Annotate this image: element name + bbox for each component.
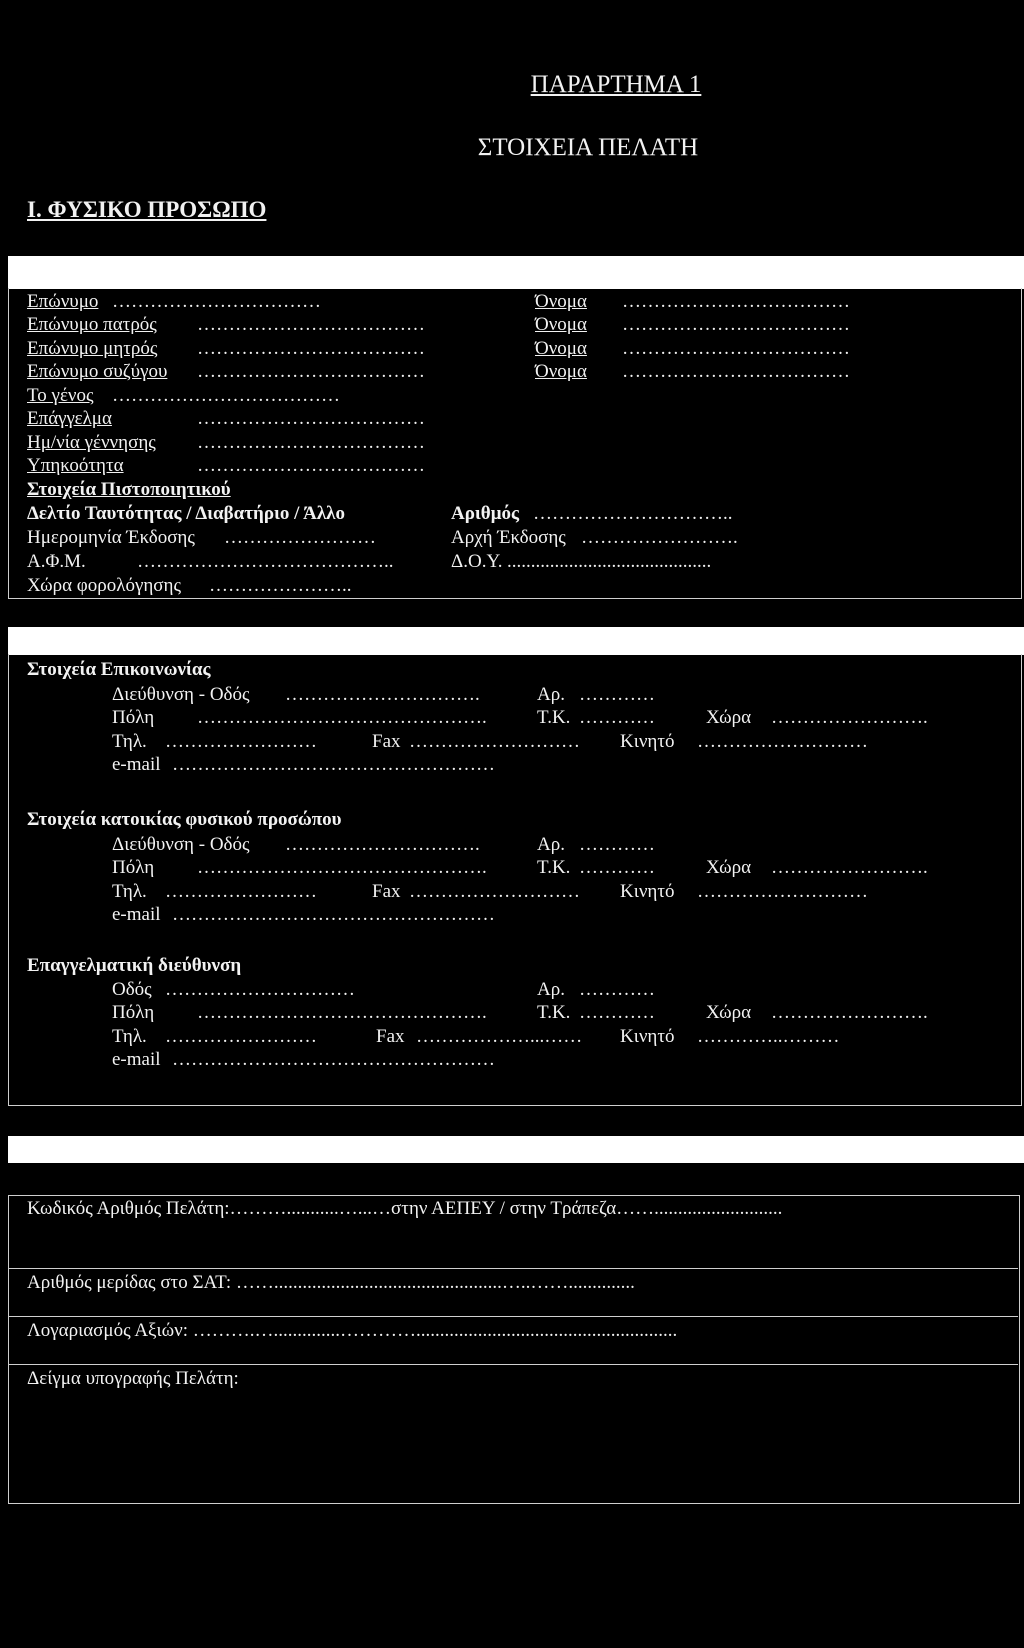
residence-country-field[interactable]: …………………….: [771, 857, 928, 878]
name-label-1: Όνομα: [535, 291, 587, 312]
spouse-surname-label: Επώνυμο συζύγου: [27, 361, 168, 382]
contact-address-label: Διεύθυνση - Οδός: [112, 684, 250, 705]
business-fax-field[interactable]: ………………...……: [416, 1026, 583, 1047]
page-subtitle: ΣΤΟΙΧΕΙΑ ΠΕΛΑΤΗ: [477, 134, 699, 161]
issuer-field[interactable]: …………………….: [581, 527, 738, 548]
residence-city-label: Πόλη: [112, 857, 155, 878]
section-bar-personal: [8, 256, 1024, 289]
name-label-4: Όνομα: [535, 361, 587, 382]
business-street-field[interactable]: …………………………: [165, 979, 355, 1000]
name-label-2: Όνομα: [535, 314, 587, 335]
business-postcode-label: Τ.Κ.: [537, 1002, 571, 1023]
residence-fax-field[interactable]: ………………………: [409, 881, 580, 902]
account-divider-2: [8, 1316, 1018, 1317]
contact-email-label: e-mail: [112, 754, 161, 775]
residence-fax-label: Fax: [372, 881, 401, 902]
business-number-field[interactable]: …………: [579, 979, 655, 1000]
occupation-label: Επάγγελμα: [27, 408, 112, 429]
client-code-field[interactable]: Κωδικός Αριθμός Πελάτη:………...........…...…στην ΑΕΠΕΥ / στην Τράπεζα……...........................: [27, 1198, 783, 1219]
section-heading: Ι. ΦΥΣΙΚΟ ΠΡΟΣΩΠΟ: [27, 197, 267, 222]
business-street-label: Οδός: [112, 979, 152, 1000]
residence-phone-label: Τηλ.: [112, 881, 147, 902]
business-country-label: Χώρα: [706, 1002, 752, 1023]
father-surname-label: Επώνυμο πατρός: [27, 314, 157, 335]
contact-postcode-label: Τ.Κ.: [537, 707, 571, 728]
contact-postcode-field[interactable]: …………: [579, 707, 655, 728]
business-fax-label: Fax: [376, 1026, 405, 1047]
residence-address-field[interactable]: ………………………….: [285, 834, 480, 855]
securities-account-field[interactable]: Λογαριασμός Αξιών: ……….…..............………….......................................................: [27, 1320, 678, 1341]
signature-area[interactable]: [10, 1392, 1016, 1500]
occupation-field[interactable]: ………………………………: [197, 408, 425, 429]
business-mobile-label: Κινητό: [620, 1026, 675, 1047]
contact-mobile-field[interactable]: ………………………: [697, 731, 868, 752]
residence-country-label: Χώρα: [706, 857, 752, 878]
afm-field[interactable]: …………………………………..: [137, 551, 394, 572]
contact-fax-field[interactable]: ………………………: [409, 731, 580, 752]
business-postcode-field[interactable]: …………: [579, 1002, 655, 1023]
business-city-field[interactable]: ……………………………………….: [197, 1002, 487, 1023]
afm-label: Α.Φ.Μ.: [27, 551, 86, 572]
nationality-label: Υπηκοότητα: [27, 455, 124, 476]
residence-address-label: Διεύθυνση - Οδός: [112, 834, 250, 855]
business-email-field[interactable]: ……………………………………………: [172, 1049, 495, 1070]
account-divider-1: [8, 1268, 1018, 1269]
signature-label: Δείγμα υπογραφής Πελάτη:: [27, 1368, 239, 1389]
mother-surname-label: Επώνυμο μητρός: [27, 338, 158, 359]
residence-phone-field[interactable]: ……………………: [165, 881, 317, 902]
residence-heading: Στοιχεία κατοικίας φυσικού προσώπου: [27, 809, 342, 830]
residence-postcode-label: Τ.Κ.: [537, 857, 571, 878]
contact-phone-label: Τηλ.: [112, 731, 147, 752]
name-field-4[interactable]: ………………………………: [622, 361, 850, 382]
residence-postcode-field[interactable]: …………: [579, 857, 655, 878]
spouse-surname-field[interactable]: ………………………………: [197, 361, 425, 382]
contact-address-field[interactable]: ………………………….: [285, 684, 480, 705]
business-heading: Επαγγελματική διεύθυνση: [27, 955, 242, 976]
id-types-label: Δελτίο Ταυτότητας / Διαβατήριο / Άλλο: [27, 503, 345, 524]
contact-country-field[interactable]: …………………….: [771, 707, 928, 728]
birth-date-field[interactable]: ………………………………: [197, 432, 425, 453]
residence-mobile-field[interactable]: ………………………: [697, 881, 868, 902]
residence-email-label: e-mail: [112, 904, 161, 925]
contact-number-field[interactable]: …………: [579, 684, 655, 705]
name-label-3: Όνομα: [535, 338, 587, 359]
name-field-3[interactable]: ………………………………: [622, 338, 850, 359]
issuer-label: Αρχή Έκδοσης: [451, 527, 566, 548]
residence-mobile-label: Κινητό: [620, 881, 675, 902]
business-country-field[interactable]: …………………….: [771, 1002, 928, 1023]
issue-date-label: Ημερομηνία Έκδοσης: [27, 527, 195, 548]
doy-field[interactable]: ...........................................: [507, 551, 712, 572]
contact-mobile-label: Κινητό: [620, 731, 675, 752]
name-field-1[interactable]: ………………………………: [622, 291, 850, 312]
maiden-field[interactable]: ………………………………: [112, 385, 340, 406]
surname-label: Επώνυμο: [27, 291, 99, 312]
certificate-heading: Στοιχεία Πιστοποιητικού: [27, 479, 231, 500]
business-number-label: Αρ.: [537, 979, 565, 1000]
business-mobile-field[interactable]: …………..………: [697, 1026, 840, 1047]
section-bar-contact: [8, 627, 1024, 655]
contact-heading: Στοιχεία Επικοινωνίας: [27, 659, 211, 680]
issue-date-field[interactable]: ……………………: [224, 527, 376, 548]
contact-phone-field[interactable]: ……………………: [165, 731, 317, 752]
contact-country-label: Χώρα: [706, 707, 752, 728]
contact-email-field[interactable]: ……………………………………………: [172, 754, 495, 775]
birth-date-label: Ημ/νία γέννησης: [27, 432, 156, 453]
name-field-2[interactable]: ………………………………: [622, 314, 850, 335]
residence-number-field[interactable]: …………: [579, 834, 655, 855]
surname-field[interactable]: ……………………………: [112, 291, 321, 312]
father-surname-field[interactable]: ………………………………: [197, 314, 425, 335]
contact-city-field[interactable]: ……………………………………….: [197, 707, 487, 728]
residence-email-field[interactable]: ……………………………………………: [172, 904, 495, 925]
sat-share-field[interactable]: Αριθμός μερίδας στο ΣΑΤ: ……................................................…..……..............: [27, 1272, 635, 1293]
contact-fax-label: Fax: [372, 731, 401, 752]
doy-label: Δ.Ο.Υ.: [451, 551, 503, 572]
tax-country-label: Χώρα φορολόγησης: [27, 575, 181, 596]
section-bar-account: [8, 1136, 1024, 1163]
maiden-label: Το γένος: [27, 385, 94, 406]
id-number-label: Αριθμός: [451, 503, 519, 524]
business-phone-field[interactable]: ……………………: [165, 1026, 317, 1047]
nationality-field[interactable]: ………………………………: [197, 455, 425, 476]
page-title: ΠΑΡΑΡΤΗΜΑ 1: [530, 71, 702, 98]
business-phone-label: Τηλ.: [112, 1026, 147, 1047]
business-email-label: e-mail: [112, 1049, 161, 1070]
business-city-label: Πόλη: [112, 1002, 155, 1023]
tax-country-field[interactable]: …………………..: [209, 575, 352, 596]
contact-city-label: Πόλη: [112, 707, 155, 728]
residence-number-label: Αρ.: [537, 834, 565, 855]
contact-number-label: Αρ.: [537, 684, 565, 705]
mother-surname-field[interactable]: ………………………………: [197, 338, 425, 359]
id-number-field[interactable]: …………………………..: [533, 503, 733, 524]
account-divider-3: [8, 1364, 1018, 1365]
residence-city-field[interactable]: ……………………………………….: [197, 857, 487, 878]
